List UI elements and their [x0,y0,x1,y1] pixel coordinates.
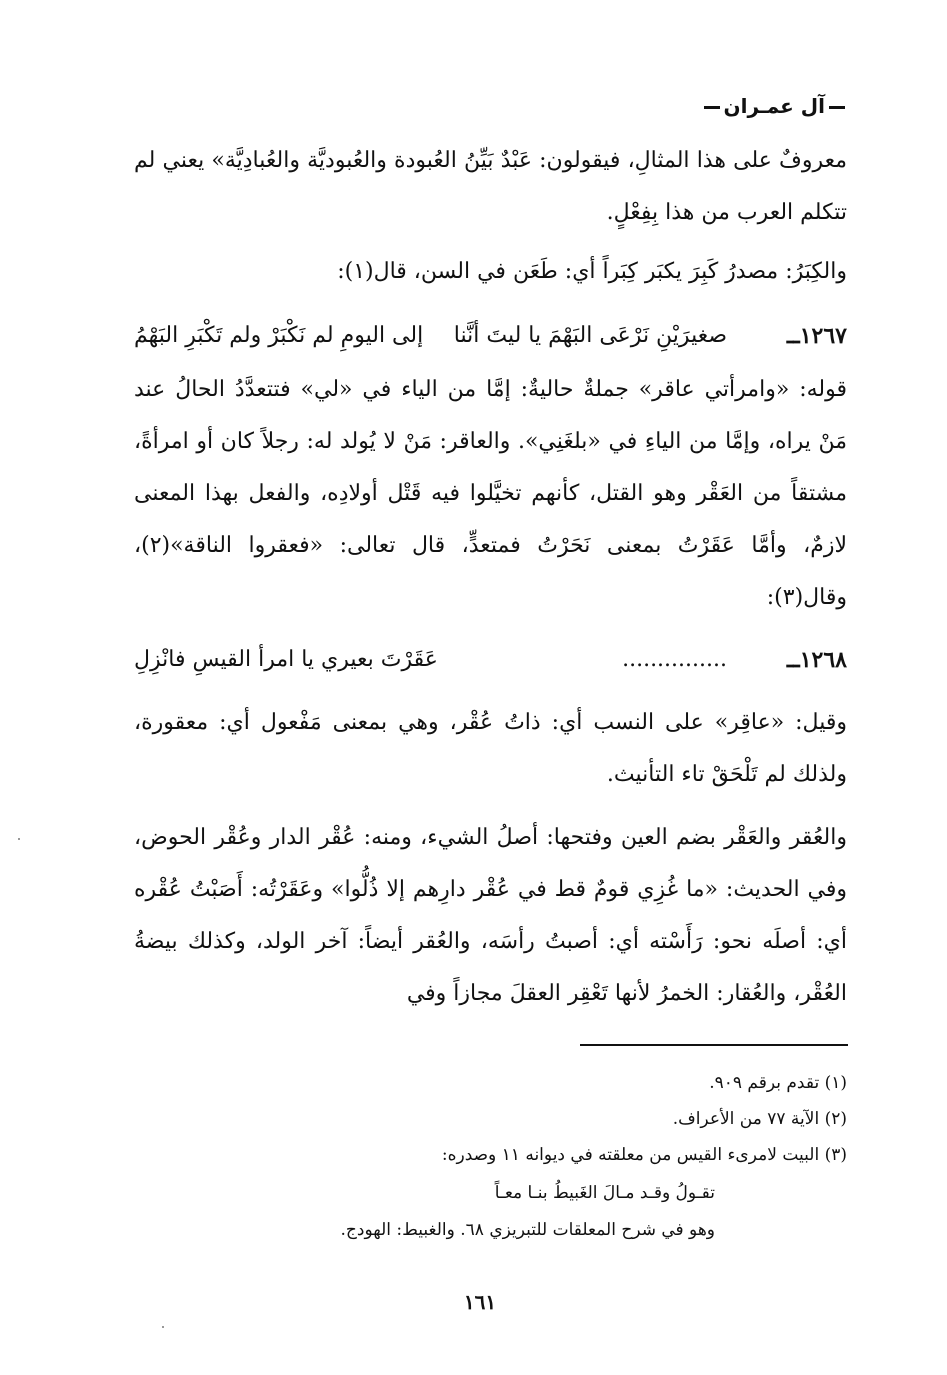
running-header [689,94,849,120]
paragraph-5: والعُقر والعَقْر بضم العين وفتحها: أصلُ الشيء، ومنه: عُقْر الدار وعُقْر الحوض، وفي الحديث: «ما غُزِي قومٌ قط في عُقْر دارِهم إلا ذُلُّوا» وعَقَرْتُه: أَصَبْتُ عُقْره أي: أصلَه نحو: رَأَسْته أي: أصبتُ رأسَه، والعُقر أيضاً: آخر الولد، وكذلك بيضةُ العُقْر، والعُقار: الخمرُ لأنها تَعْقِر العقلَ مجازاً وفي [134,825,847,1006]
page-number: ١٦١ [463,1290,497,1314]
paragraph-3: قوله: «وامرأتي عاقر» جملةٌ حاليةٌ: إمَّا من الياء في «لي» فتتعدَّدُ الحالُ عند مَنْ يراه، وإمَّا من الياءِ في «بلغَنِي». والعاقر: مَنْ لا يُولد له: رجلاً كان أو امرأةً، مشتقاً من العَقْر وهو القتل، كأنهم تخيَّلوا فيه قَتْل أولادِه، والفعل بهذا المعنى لازمٌ، وأمَّا عَقَرْتُ بمعنى نَحَرْتُ فمتعدٍّ، قال تعالى: «فعقروا الناقة»(٢)، وقال(٣): [134,377,847,610]
footnote-3-source: وهو في شرح المعلقات للتبريزي ٦٨. والغبيط: الهودج. [340,1220,715,1240]
verse-second-hemistich: عَقَرْتَ بعيري يا امرأ القيسِ فانْزِلِ [134,647,438,672]
verse-second-hemistich: إلى اليومِ لم نَكْبَرْ ولم تَكْبَرِ البَهْمُ [134,323,424,348]
header-dash-right [829,106,845,109]
footnote-3-verse: تقـولُ وقـد مـالَ الغَبيطُ بنـا معـاً [494,1183,715,1203]
verse-number: ١٢٦٨ــ [786,647,847,673]
header-title: آل عمـران [723,94,825,118]
paragraph-2: والكِبَرُ: مصدرُ كَبِرَ يكبَر كِبَراً أي: طَعَن في السن، قال(١): [337,259,847,284]
footnote-1: (١) تقدم برقم ٩٠٩. [709,1073,847,1093]
paragraph-1: معروفٌ على هذا المثالِ، فيقولون: عَبْدٌ بَيِّنُ العُبودة والعُبوديَّة والعُبادِيَّة» يعني لم تتكلم العرب من هذا بِفِعْلٍ. [134,148,847,225]
scan-speck [162,1326,164,1328]
footnote-separator [580,1044,848,1046]
verse-first-hemistich: ............... [622,647,727,672]
footnote-3: (٣) البيت لامرىء القيس من معلقته في ديوانه ١١ وصدره: [441,1145,847,1165]
verse-first-hemistich: صغيرَيْنِ نَرْعَى البَهْمَ يا ليتَ أنَّنا [453,323,727,348]
scan-speck [18,838,20,840]
paragraph-4: وقيل: «عاقِر» على النسب أي: ذاتُ عُقْر، وهي بمعنى مَفْعول أي: معقورة، ولذلك لم تَلْحَقْ تاء التأنيث. [134,710,847,787]
header-dash-left [704,106,720,109]
footnote-2: (٢) الآية ٧٧ من الأعراف. [672,1109,847,1129]
verse-number: ١٢٦٧ــ [786,323,847,349]
